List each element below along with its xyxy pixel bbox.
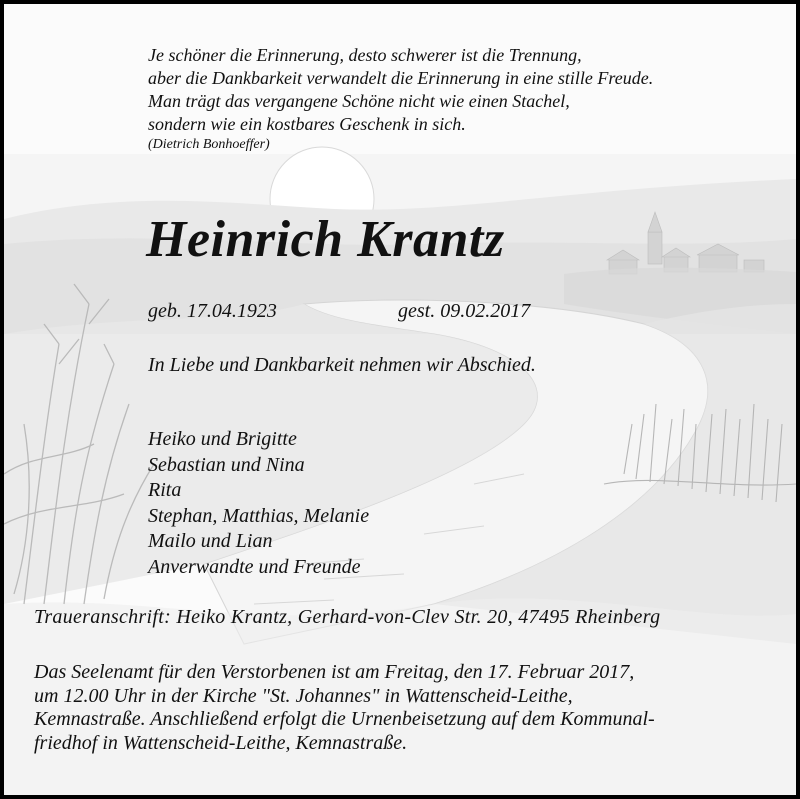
service-line: Kemnastraße. Anschließend erfolgt die Urnenbeisetzung auf dem Kommunal- bbox=[34, 708, 655, 730]
mourner: Rita bbox=[148, 479, 182, 501]
service-announcement bbox=[34, 661, 655, 755]
life-dates bbox=[148, 300, 531, 323]
mourner: Stephan, Matthias, Melanie bbox=[148, 504, 370, 527]
service-line: friedhof in Wattenscheid-Leithe, Kemnastraße. bbox=[34, 731, 408, 754]
farewell-line: In Liebe und Dankbarkeit nehmen wir Abschied. bbox=[148, 354, 536, 376]
service-line: um 12.00 Uhr in der Kirche "St. Johannes" in Wattenscheid-Leithe, bbox=[34, 684, 573, 707]
mourner: Mailo und Lian bbox=[148, 530, 273, 552]
mourner: Heiko und Brigitte bbox=[148, 428, 297, 450]
birth-date: geb. 17.04.1923 bbox=[148, 300, 277, 322]
quote-line: aber die Dankbarkeit verwandelt die Erinnerung in eine stille Freude. bbox=[148, 68, 654, 88]
deceased-name: Heinrich Krantz bbox=[146, 211, 505, 268]
mourning-address: Traueranschrift: Heiko Krantz, Gerhard-von-Clev Str. 20, 47495 Rheinberg bbox=[34, 606, 661, 628]
quote-line: Je schöner die Erinnerung, desto schwerer ist die Trennung, bbox=[148, 45, 582, 65]
quote-line: sondern wie ein kostbares Geschenk in sich. bbox=[148, 114, 466, 134]
service-line: Das Seelenamt für den Verstorbenen ist am Freitag, den 17. Februar 2017, bbox=[34, 661, 635, 683]
quote-author: (Dietrich Bonhoeffer) bbox=[148, 137, 270, 152]
bonhoeffer-quote bbox=[148, 44, 653, 154]
mourner: Sebastian und Nina bbox=[148, 453, 305, 476]
quote-line: Man trägt das vergangene Schöne nicht wie einen Stachel, bbox=[148, 91, 570, 111]
mourner: Anverwandte und Freunde bbox=[148, 555, 361, 578]
death-date: gest. 09.02.2017 bbox=[398, 300, 531, 322]
mourners-list bbox=[148, 427, 369, 580]
